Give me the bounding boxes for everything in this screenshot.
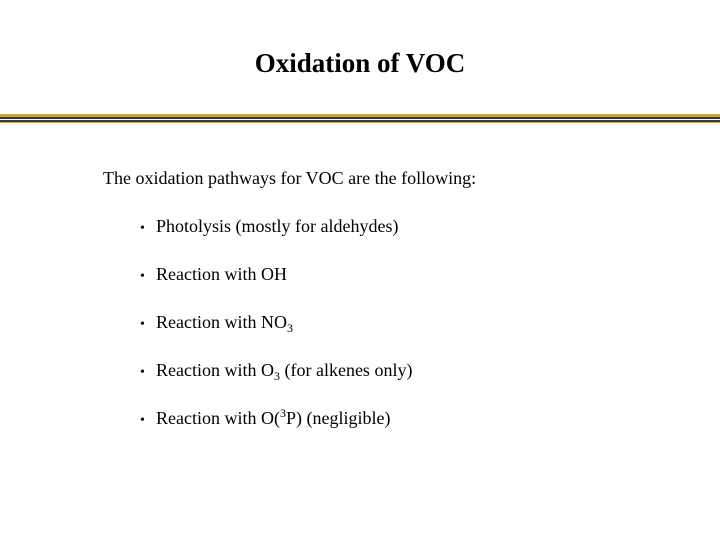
list-item-oh <box>140 262 412 310</box>
list-item-text: Reaction with NO <box>156 312 287 332</box>
bullet-icon: • <box>140 269 145 284</box>
intro-text: The oxidation pathways for VOC are the following: <box>103 168 477 188</box>
bullet-icon: • <box>140 221 145 236</box>
list-item-no3 <box>140 310 412 358</box>
superscript: 3 <box>279 406 286 420</box>
list-item-text-tail: (for alkenes only) <box>279 360 413 380</box>
list-item-text: Photolysis (mostly for aldehydes) <box>156 216 399 236</box>
bullet-icon: • <box>140 365 145 380</box>
slide-title: Oxidation of VOC <box>254 48 466 78</box>
list-item-text: Reaction with O( <box>156 408 280 428</box>
bullet-icon: • <box>140 317 145 332</box>
divider-gold-band <box>0 122 720 123</box>
list-item-text-tail: P) (negligible) <box>285 408 391 428</box>
bullet-icon: • <box>140 413 145 428</box>
subscript: 3 <box>273 369 280 383</box>
title-divider-rule <box>0 114 720 124</box>
list-item-text: Reaction with O <box>156 360 274 380</box>
subscript: 3 <box>286 321 293 335</box>
list-item-o3p <box>140 406 412 454</box>
list-item-photolysis <box>140 214 412 262</box>
list-item-text: Reaction with OH <box>156 264 287 284</box>
pathway-list <box>140 214 412 454</box>
list-item-o3 <box>140 358 412 406</box>
